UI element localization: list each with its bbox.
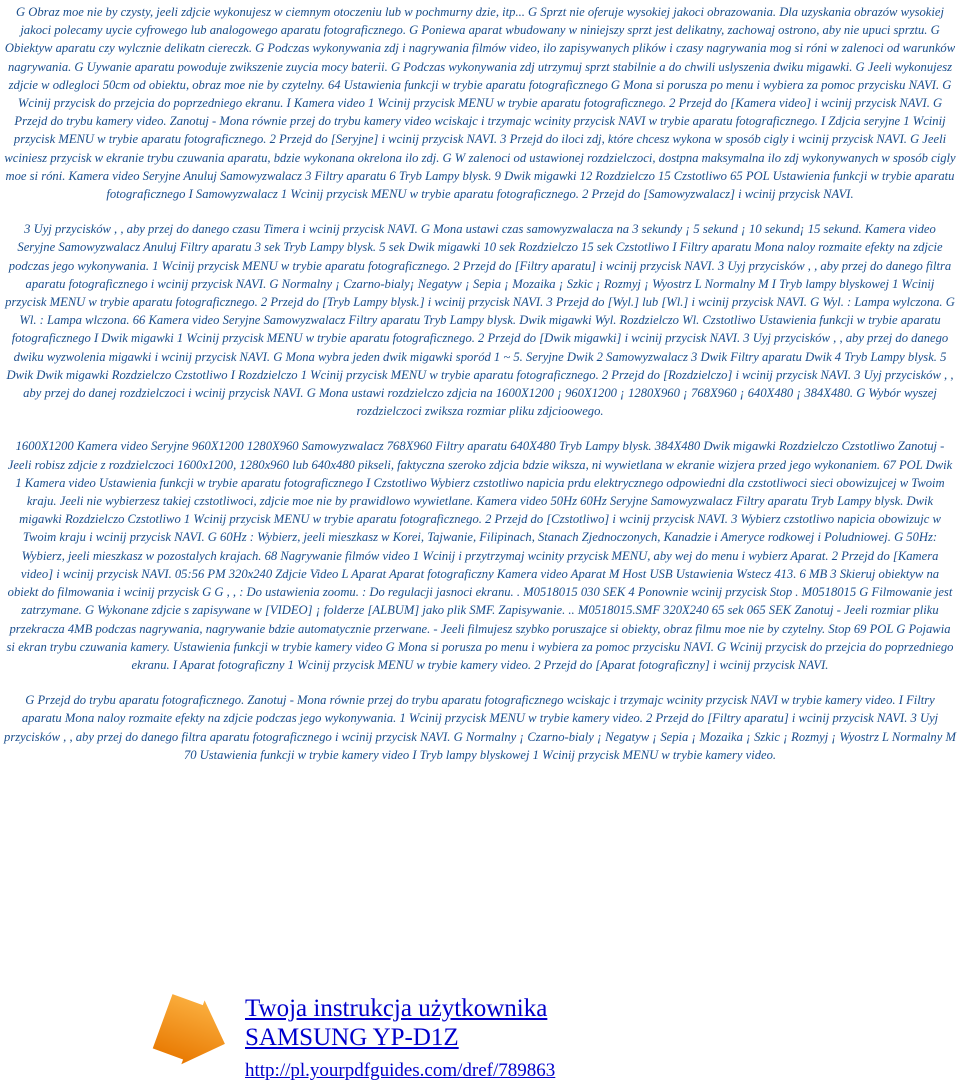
footer-url-link[interactable]: http://pl.yourpdfguides.com/dref/789863: [245, 1060, 556, 1081]
footer-title-line1[interactable]: Twoja instrukcja użytkownika: [245, 995, 548, 1022]
document-body: [4, 3, 956, 764]
paragraph-2: 3 Uyj przycisków , , aby przej do danego czasu Timera i wcinij przycisk NAVI. G Mona ustawi czas samowyzwalacza na 3 sekundy ¡ 5 sekund ¡ 10 sekund¡ 15 sekund. Kamera video Seryjne Samowyzwalacz Anuluj Filtry aparatu 3 sek Tryb Lampy blysk. 5 sek Dwik migawki 10 sek Rozdzielczo 15 sek Czstotliwo I Filtry aparatu Mona naloy rozmaite efekty na zdjcie podczas jego wykonywania. 1 Wcinij przycisk MENU w trybie aparatu fotograficznego. 2 Przejd do [Filtry aparatu] i wcinij przycisk NAVI. 3 Uyj przycisków , , aby przej do danego filtra aparatu fotograficznego i wcinij przycisk NAVI. G Normalny ¡ Czarno-bialy¡ Negatyw ¡ Sepia ¡ Mozaika ¡ Szkic ¡ Rozmyj ¡ Wyostrz L Normalny M I Tryb lampy blyskowej 1 Wcinij przycisk MENU w trybie aparatu fotograficznego. 2 Przejd do [Tryb Lampy blysk.] i wcinij przycisk NAVI. 3 Przejd do [Wyl.] lub [Wl.] i wcinij przycisk NAVI. G Wyl. : Lampa wylczona. G Wl. : Lampa wlczona. 66 Kamera video Seryjne Samowyzwalacz Filtry aparatu Tryb Lampy blysk. Dwik migawki Wyl. Rozdzielczo Wl. Czstotliwo Ustawienia funkcji w trybie aparatu fotograficznego I Dwik migawki 1 Wcinij przycisk MENU w trybie aparatu fotograficznego. 2 Przejd do [Dwik migawki] i wcinij przycisk NAVI. 3 Uyj przycisków , , aby przej do danego dwiku wyzwolenia migawki i wcinij przycisk NAVI. G Mona wybra jeden dwik migawki sporód 1 ~ 5. Seryjne Dwik 2 Samowyzwalacz 3 Dwik Filtry aparatu Dwik 4 Tryb Lampy blysk. 5 Dwik Dwik migawki Rozdzielczo Czstotliwo I Rozdzielczo 1 Wcinij przycisk MENU w trybie aparatu fotograficznego. 2 Przejd do [Rozdzielczo] i wcinij przycisk NAVI. 3 Uyj przycisków , , aby przej do danej rozdzielczoci i wcinij przycisk NAVI. G Mona ustawi rozdzielczo zdjcia na 1600X1200 ¡ 960X1200 ¡ 1280X960 ¡ 768X960 ¡ 640X480 ¡ 384X480. G Wybór wyszej rozdzielczoci zwiksza rozmiar pliku zdjcioowego.: [5, 222, 955, 419]
footer-text-block: [245, 994, 555, 1082]
orange-arrow-icon: [150, 994, 236, 1074]
paragraph-3: 1600X1200 Kamera video Seryjne 960X1200 1280X960 Samowyzwalacz 768X960 Filtry aparatu 640X480 Tryb Lampy blysk. 384X480 Dwik migawki Rozdzielczo Czstotliwo Zanotuj - Jeeli robisz zdjcie z rozdzielczoci 1600x1200, 1280x960 lub 640x480 pikseli, faktyczna szeroko zdjcia bdzie wiksza, ni wywietlana w ekranie wizjera przed jego wykonaniem. 67 POL Dwik 1 Kamera video Ustawienia funkcji w trybie aparatu fotograficznego I Czstotliwo Wybierz czstotliwo napicia prdu elektrycznego odpowiedni dla czstotliwoci sieci obowizujcej w Twoim kraju. Jeeli nie wybierzesz takiej czstotliwoci, zdjcie moe nie by prawidlowo wywietlane. Kamera video 50Hz 60Hz Seryjne Samowyzwalacz Filtry aparatu Tryb Lampy blysk. Dwik migawki Rozdzielczo Czstotliwo 1 Wcinij przycisk MENU w trybie aparatu fotograficznego. 2 Przejd do [Czstotliwo] i wcinij przycisk NAVI. 3 Wybierz czstotliwo napicia obowizujc w Twoim kraju i wcinij przycisk NAVI. G 60Hz : Wybierz, jeeli mieszkasz w Korei, Tajwanie, Filipinach, Stanach Zjednoczonych, Kanadzie i Ameryce rodkowej i Poludniowej. G 50Hz: Wybierz, jeeli mieszkasz w pozostalych krajach. 68 Nagrywanie filmów video 1 Wcinij i przytrzymaj wcinity przycisk MENU, aby wej do menu i wybierz Aparat. 2 Przejd do [Kamera video] i wcinij przycisk NAVI. 05:56 PM 320x240 Zdjcie Video L Aparat Aparat fotograficzny Kamera video Aparat M Host USB Ustawienia Wstecz 413. 6 MB 3 Skieruj obiektyw na obiekt do filmowania i wcinij przycisk G G , , : Do ustawienia zoomu. : Do regulacji jasnoci ekranu. . M0518015 030 SEK 4 Ponownie wcinij przycisk Stop . M0518015 G Filmowanie jest zatrzymane. G Wykonane zdjcie s zapisywane w [VIDEO] ¡ folderze [ALBUM] jako plik SMF. Zapisywanie. .. M0518015.SMF 320X240 65 sek 065 SEK Zanotuj - Jeeli rozmiar pliku przekracza 4MB podczas nagrywania, nagrywanie bdzie automatycznie przerwane. - Jeeli filmujesz szybko poruszajce si obiekty, obraz filmu moe nie by czytelny. Stop 69 POL G Pojawia si ekran trybu czuwania kamery. Ustawienia funkcji w trybie kamery video G Mona si porusza po menu i wybiera za pomoc przycisku NAVI. G Wcinij przycisk do przejcia do poprzedniego ekranu. I Aparat fotograficzny 1 Wcinij przycisk MENU w trybie kamery video. 2 Przejd do [Aparat fotograficzny] i wcinij przycisk NAVI.: [6, 439, 954, 672]
paragraph-gap: [4, 674, 956, 691]
paragraph-1: G Obraz moe nie by czysty, jeeli zdjcie wykonujesz w ciemnym otoczeniu lub w pochmurny dzie, itp... G Sprzt nie oferuje wysokiej jakoci obrazowania. Dla uzyskania obrazów wysokiej jakoci polecamy uycie cyfrowego lub analogowego aparatu fotograficznego. G Poniewa aparat wbudowany w niniejszy sprzt jest delikatny, zachowaj ostrono, aby nie upuci sprztu. G Obiektyw aparatu czy wylcznie delikatn ciereczk. G Podczas wykonywania zdj i nagrywania filmów video, ilo zapisywanych plików i czasy nagrywania mog si róni w zalenoci od warunków nagrywania. G Uywanie aparatu powoduje zwikszenie zuycia mocy baterii. G Podczas wykonywania zdj utrzymuj sprzt stabilnie a do chwili uslyszenia dwiku migawki. G Jeeli wykonujesz zdjcie w odlegloci 50cm od obiektu, obraz moe nie by czytelny. 64 Ustawienia funkcji w trybie aparatu fotograficznego G Mona si porusza po menu i wybiera za pomoc przycisku NAVI. G Wcinij przycisk do przejcia do poprzedniego ekranu. I Kamera video 1 Wcinij przycisk MENU w trybie aparatu fotograficznego. 2 Przejd do [Kamera video] i wcinij przycisk NAVI. G Przejd do trybu kamery video. Zanotuj - Mona równie przej do trybu kamery video wciskajc i trzymajc wcinity przycisk NAVI w trybie aparatu fotograficznego. I Zdjcia seryjne 1 Wcinij przycisk MENU w trybie aparatu fotograficznego. 2 Przejd do [Seryjne] i wcinij przycisk NAVI. 3 Przejd do iloci zdj, które chcesz wykona w sposób cigly i wcinij przycisk NAVI. G Jeeli wciniesz przycisk w ekranie trybu czuwania aparatu, bdzie wykonana okrelona ilo zdj. G W zalenoci od ustawionej rozdzielczoci, dostpna maksymalna ilo zdj wykonywanych w sposób cigly moe si róni. Kamera video Seryjne Anuluj Samowyzwalacz 3 Filtry aparatu 6 Tryb Lampy blysk. 9 Dwik migawki 12 Rozdzielczo 15 Czstotliwo 65 POL Ustawienia funkcji w trybie aparatu fotograficznego I Samowyzwalacz 1 Wcinij przycisk MENU w trybie aparatu fotograficznego. 2 Przejd do [Samowyzwalacz] i wcinij przycisk NAVI.: [4, 5, 956, 202]
paragraph-4: G Przejd do trybu aparatu fotograficznego. Zanotuj - Mona równie przej do trybu aparatu fotograficznego wciskajc i trzymajc wcinity przycisk NAVI w trybie kamery video. I Filtry aparatu Mona naloy rozmaite efekty na zdjcie podczas jego wykonywania. 1 Wcinij przycisk MENU w trybie kamery video. 2 Przejd do [Filtry aparatu] i wcinij przycisk NAVI. 3 Uyj przycisków , , aby przej do danego filtra aparatu fotograficznego i wcinij przycisk NAVI. G Normalny ¡ Czarno-bialy ¡ Negatyw ¡ Sepia ¡ Mozaika ¡ Szkic ¡ Rozmyj ¡ Wyostrz L Normalny M 70 Ustawienia funkcji w trybie kamery video I Tryb lampy blyskowej 1 Wcinij przycisk MENU w trybie kamery video.: [4, 693, 956, 762]
footer-banner: [150, 994, 850, 1090]
paragraph-gap: [4, 420, 956, 437]
footer-title-line2[interactable]: SAMSUNG YP-D1Z: [245, 1024, 459, 1051]
paragraph-gap: [4, 203, 956, 220]
